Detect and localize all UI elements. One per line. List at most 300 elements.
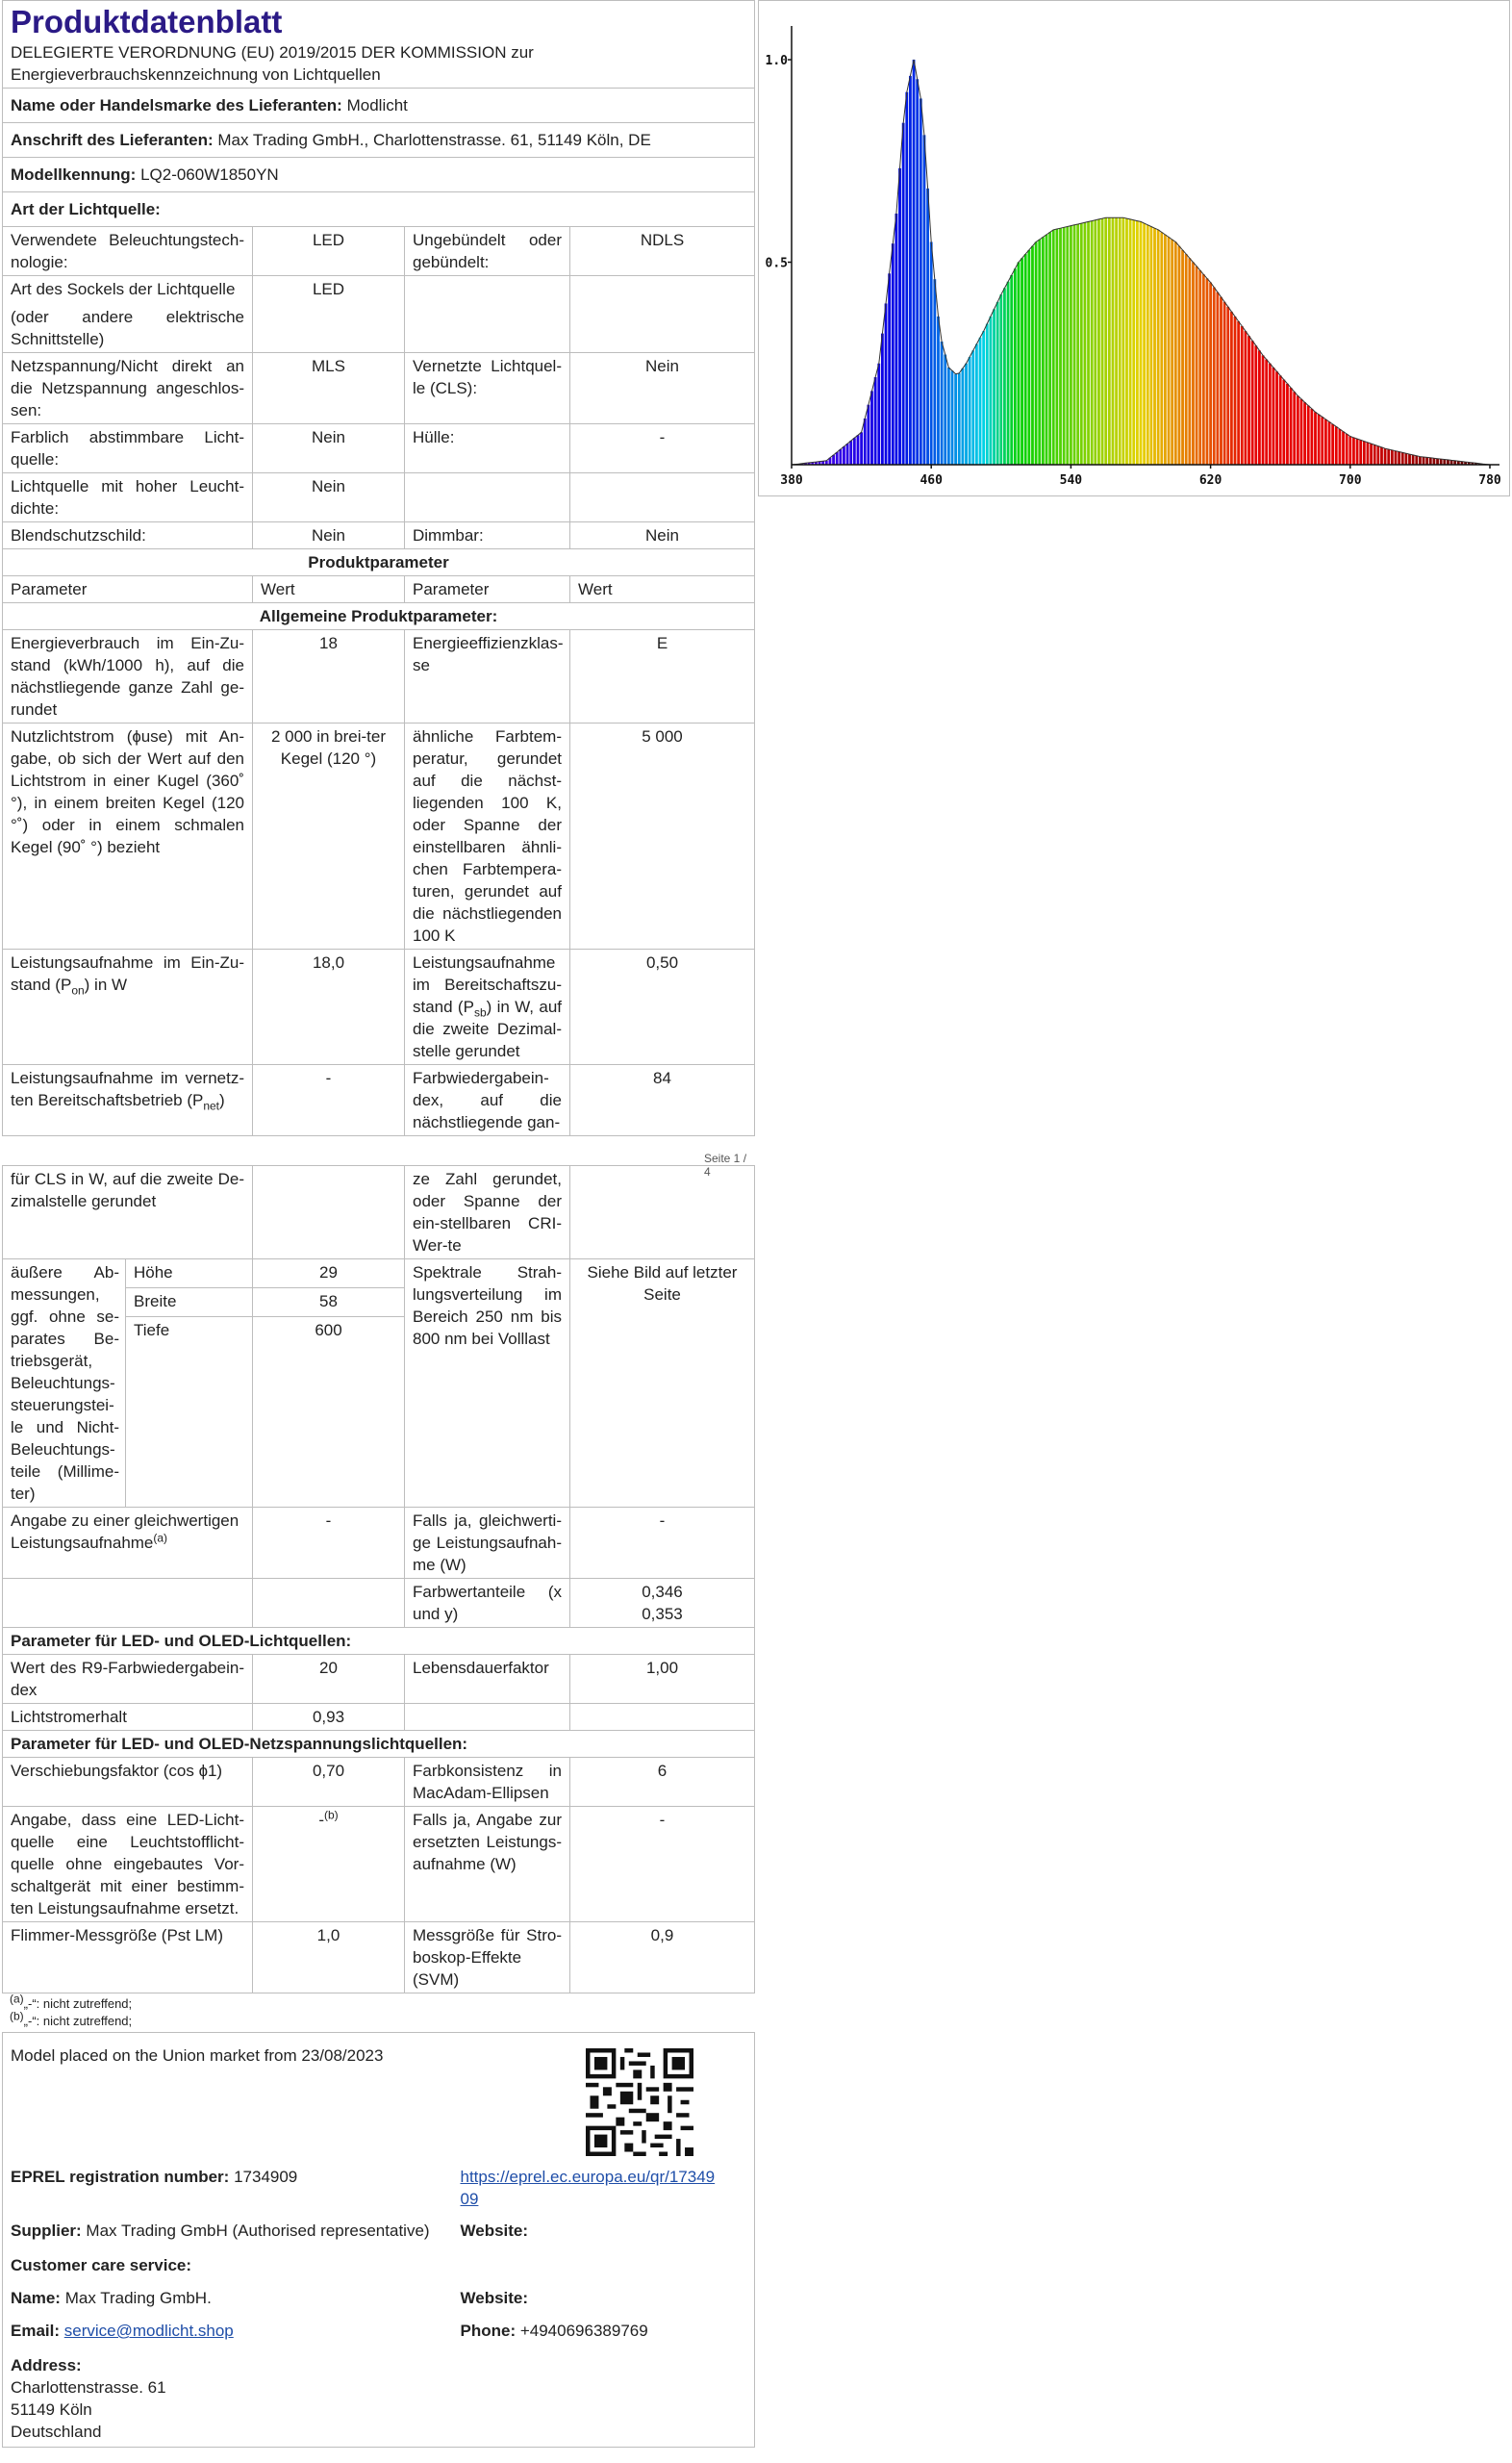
tech-label: Verwendete Beleuchtungstech-nologie: (3, 227, 253, 276)
equiv-label: Angabe zu einer gleichwertigen Leistungsaufnahme$^{(a)}$ (3, 1508, 253, 1579)
pnet-label-cont: für CLS in W, auf die zweite De-zimalstelle gerundet (3, 1166, 253, 1259)
spectrum-bar (1198, 270, 1201, 465)
x-tick-label: 780 (1478, 473, 1501, 488)
spectrum-bar (898, 168, 901, 465)
spectrum-bar (920, 98, 922, 465)
spectrum-bar (1076, 224, 1079, 465)
spectrum-bar (1010, 275, 1013, 465)
spectrum-bar (947, 368, 950, 465)
spectrum-bar (1087, 221, 1090, 465)
spectrum-bar (864, 419, 867, 465)
spectrum-bar (1213, 288, 1216, 465)
spectrum-bar (857, 435, 860, 465)
spectrum-bar (916, 79, 919, 465)
maint-value: 0,93 (253, 1704, 405, 1731)
spectrum-bar (933, 279, 936, 465)
maint-label: Lichtstromerhalt (3, 1704, 253, 1731)
supplier-value: Max Trading GmbH (Authorised representative) (86, 2222, 430, 2240)
chroma-y: 0,353 (642, 1605, 683, 1623)
col-param-1: Parameter (3, 576, 253, 603)
replace-label: Angabe, dass eine LED-Licht-quelle eine Leuchtstofflicht-quelle ohne eingebautes Vor-schaltgerät mit einer bestimm-ten Leistungsaufnahme ersetzt. (3, 1807, 253, 1922)
customer-care-label: Customer care service: (11, 2256, 192, 2274)
socket-label-extra: (oder andere elektrische Schnittstelle) (11, 308, 244, 348)
spectrum-bar (1429, 458, 1432, 465)
spectrum-bar (1202, 274, 1205, 465)
spectrum-bar (1196, 267, 1198, 465)
y-tick-label: 0.5 (765, 256, 788, 271)
datasheet-table-bottom (2, 1165, 755, 1993)
spectrum-chart (758, 0, 1510, 496)
flicker-label: Flimmer-Messgröße (Pst LM) (3, 1922, 253, 1993)
spectrum-bar (1395, 451, 1398, 465)
address-line-1: Charlottenstrasse. 61 (11, 2378, 166, 2397)
spectrum-bar (961, 368, 964, 465)
displacement-value: 0,70 (253, 1758, 405, 1807)
eprel-footer (2, 2032, 755, 2448)
x-tick-label: 700 (1339, 473, 1362, 488)
spectrum-bar (1035, 241, 1038, 465)
spectrum-bar (888, 273, 891, 465)
spectrum-bar (1171, 240, 1173, 465)
spectrum-bar (1014, 268, 1017, 465)
spectrum-bar (1356, 439, 1359, 465)
spectrum-bar (909, 76, 912, 465)
spectrum-bar (941, 342, 944, 465)
address-label: Address: (11, 2356, 82, 2374)
spectrum-bar (1042, 237, 1045, 465)
spectrum-bar (1443, 460, 1446, 465)
height-value: 29 (253, 1259, 405, 1288)
spectrum-bar (1178, 246, 1181, 465)
spectrum-bar (1226, 307, 1229, 465)
spectrum-bar (1181, 250, 1184, 465)
spectrum-bar (1157, 230, 1160, 465)
spectrum-bar (1352, 438, 1355, 465)
spectrum-bar (1380, 447, 1383, 465)
spectrum-bar (1251, 341, 1254, 465)
spectrum-bar (1070, 226, 1072, 465)
email-label: Email: (11, 2322, 61, 2340)
equiv-if-value: - (570, 1508, 755, 1579)
glare-label: Blendschutzschild: (3, 522, 253, 549)
spectrum-bar (986, 324, 989, 465)
contact-name-value: Max Trading GmbH. (64, 2289, 212, 2307)
spectrum-bar (1046, 235, 1048, 465)
spectrum-bar (1237, 321, 1240, 465)
spectrum-bar (1339, 429, 1342, 465)
pon-label: Leistungsaufnahme im Ein-Zu-stand $(P_{on})$ in W (3, 950, 253, 1065)
spectrum-bar (832, 455, 835, 465)
energy-value: 18 (253, 630, 405, 724)
spectrum-bar (923, 135, 926, 465)
glare-value: Nein (253, 522, 405, 549)
cri-label-cont: ze Zahl gerundet, oder Spanne der ein-stellbaren CRI-Wer-te (405, 1166, 570, 1259)
spectrum-bar (1404, 453, 1407, 465)
spectrum-bar (1290, 388, 1293, 465)
spectrum-bar (1436, 459, 1439, 465)
spectrum-bar (1153, 228, 1156, 465)
mains-params-title: Parameter für LED- und OLED-Netzspannungslichtquellen: (3, 1731, 755, 1758)
cri-label: Farbwiedergabein-dex, auf die nächstliegende gan- (405, 1065, 570, 1136)
spectrum-bar (1140, 221, 1143, 465)
spectrum-bar (1286, 384, 1289, 465)
spectrum-bar (1297, 395, 1299, 465)
spectrum-bar (1241, 326, 1244, 465)
displacement-label: Verschiebungsfaktor (cos ɸ1) (3, 1758, 253, 1807)
spectrum-bar (1376, 446, 1379, 465)
spectrum-bar (1192, 263, 1195, 465)
spectrum-bar (1348, 437, 1351, 465)
spectrum-bar (892, 243, 895, 465)
datasheet-table-top (2, 0, 755, 1136)
supplier-label: Supplier: (11, 2222, 82, 2240)
spectrum-bar (1101, 218, 1104, 465)
spectrum-bar (1097, 219, 1100, 465)
spectrum-bar (982, 331, 985, 465)
flux-value: 2 000 in brei-ter Kegel (120 °) (253, 724, 405, 950)
spectrum-bar (1300, 399, 1303, 465)
spectrum-bar (1160, 232, 1163, 465)
col-value-1: Wert (253, 576, 405, 603)
spectrum-bar (1136, 221, 1139, 465)
cls-label: Vernetzte Lichtquel-le (CLS): (405, 353, 570, 424)
pon-value: 18,0 (253, 950, 405, 1065)
spectrum-bar (1048, 232, 1051, 465)
spectrum-bar (1018, 263, 1021, 465)
cls-value: Nein (570, 353, 755, 424)
spectrum-bar (1027, 250, 1030, 465)
spectrum-bar (1408, 454, 1411, 465)
spectrum-bar (1370, 444, 1373, 465)
spectrum-bar (1112, 217, 1115, 465)
spectrum-bar (839, 449, 842, 465)
mains-value: MLS (253, 353, 405, 424)
supplier-address-label: Anschrift des Lieferanten: (11, 131, 214, 149)
general-params-title: Allgemeine Produktparameter: (3, 603, 755, 630)
depth-label: Tiefe (126, 1316, 253, 1507)
spectrum-bar (1031, 246, 1034, 465)
y-tick-label: 1.0 (765, 54, 788, 69)
spectrum-bar (1115, 217, 1118, 465)
spectrum-bar (1143, 223, 1146, 465)
spectrum-bar (1055, 229, 1058, 465)
footnote-a: $^{(a)}$„-“: nicht zutreffend; (10, 1992, 133, 2011)
spectrum-bar (944, 355, 946, 465)
spectrum-bar (1401, 452, 1404, 465)
spd-label: Spektrale Strah-lungsverteilung im Bereich 250 nm bis 800 nm bei Volllast (405, 1259, 570, 1508)
contact-name-label: Name: (11, 2289, 61, 2307)
spectrum-bar (849, 441, 852, 465)
highlum-value: Nein (253, 473, 405, 522)
phone-label: Phone: (460, 2322, 517, 2340)
tunable-value: Nein (253, 424, 405, 473)
spectrum-bar (954, 374, 957, 465)
spectrum-bar (1119, 217, 1121, 465)
spectrum-bar (1307, 406, 1310, 465)
address-line-2: 51149 Köln (11, 2400, 92, 2419)
casing-value: - (570, 424, 755, 473)
spectrum-bar (1094, 220, 1096, 465)
supplier-name-value: Modlicht (346, 96, 408, 114)
spd-value: Siehe Bild auf letzter Seite (570, 1259, 755, 1508)
flicker-value: 1,0 (253, 1922, 405, 1993)
spectrum-bar (1147, 225, 1149, 465)
chroma-x: 0,346 (642, 1583, 683, 1601)
spectrum-bar (1066, 226, 1069, 465)
spectrum-bar (993, 309, 995, 465)
spectrum-bar (1121, 217, 1124, 465)
spectrum-bar (1247, 336, 1250, 465)
x-tick-label: 620 (1198, 473, 1222, 488)
spectrum-bar (1185, 254, 1188, 465)
spectrum-bar (1223, 302, 1226, 465)
eclass-value: E (570, 630, 755, 724)
spectrum-bar (1024, 254, 1027, 465)
spectrum-bar (1149, 226, 1152, 465)
market-text: Model placed on the Union market from 23/08/2023 (11, 2046, 384, 2065)
x-tick-label: 380 (780, 473, 803, 488)
model-value: LQ2-060W1850YN (140, 165, 279, 184)
model-label: Modellkennung: (11, 165, 137, 184)
replace-if-value: - (570, 1807, 755, 1922)
equiv-value: - (253, 1508, 405, 1579)
spectrum-bar (930, 241, 933, 465)
spectrum-bar (1415, 456, 1418, 465)
spectrum-bar (1245, 331, 1247, 465)
height-label: Höhe (126, 1259, 253, 1288)
spectrum-bar (1007, 282, 1010, 465)
spectrum-bar (1168, 237, 1171, 465)
spectrum-bar (1367, 443, 1370, 465)
page-number: Seite 1 / 4 (704, 1152, 747, 1179)
spectrum-bar (1206, 278, 1209, 465)
spectrum-bar (1254, 345, 1257, 465)
spectrum-bar (975, 344, 978, 465)
spectrum-bar (877, 364, 880, 465)
bundled-value: NDLS (570, 227, 755, 276)
spectrum-bar (1373, 444, 1376, 465)
r9-value: 20 (253, 1655, 405, 1704)
spectrum-bar (1314, 412, 1317, 465)
macadam-label: Farbkonsistenz in MacAdam-Ellipsen (405, 1758, 570, 1807)
spectrum-bar (926, 189, 929, 465)
spectrum-bar (1188, 258, 1191, 465)
spectrum-bar (1073, 225, 1076, 465)
socket-value: LED (253, 276, 405, 353)
spectrum-bar (1063, 227, 1066, 465)
eprel-value: 1734909 (234, 2168, 298, 2186)
cct-label: ähnliche Farbtem-peratur, gerundet auf die nächst-liegenden 100 K, oder Spanne der einstellbaren ähnli-chen Farbtempera-turen, gerundet auf die nächstliegenden 100 K (405, 724, 570, 950)
qr-code-icon[interactable] (586, 2048, 693, 2156)
spectrum-bar (843, 446, 845, 465)
life-label: Lebensdauerfaktor (405, 1655, 570, 1704)
chroma-label: Farbwertanteile (x und y) (405, 1579, 570, 1628)
depth-value: 600 (253, 1316, 405, 1507)
dimmable-value: Nein (570, 522, 755, 549)
spectrum-bar (1038, 240, 1041, 465)
x-tick-label: 460 (920, 473, 943, 488)
spectrum-bar (1262, 355, 1265, 465)
spectrum-bar (1174, 241, 1177, 465)
psb-value: 0,50 (570, 950, 755, 1065)
macadam-value: 6 (570, 1758, 755, 1807)
spectrum-bar (1433, 458, 1436, 465)
spectrum-bar (860, 432, 863, 465)
flux-label: Nutzlichtstrom (ɸuse) mit An-gabe, ob sich der Wert auf den Lichtstrom in einer Kugel (360˚ °), in einem breiten Kegel (120 °˚) oder in einem schmalen Kegel (90˚ °) bezieht (3, 724, 253, 950)
spectrum-bar (1293, 392, 1296, 465)
spectrum-bar (1230, 312, 1233, 465)
spectrum-bar (905, 92, 908, 465)
r9-label: Wert des R9-Farbwiedergabein-dex (3, 1655, 253, 1704)
product-params-title: Produktparameter (3, 549, 755, 576)
spectrum-bar (1391, 450, 1394, 465)
spectrum-bar (853, 438, 856, 465)
cct-value: 5 000 (570, 724, 755, 950)
width-value: 58 (253, 1287, 405, 1316)
spectrum-bar (1328, 421, 1331, 465)
spectrum-bar (1359, 440, 1362, 465)
spectrum-bar (836, 452, 839, 465)
spectrum-bar (999, 294, 1002, 465)
spectrum-bar (990, 317, 993, 465)
svm-label: Messgröße für Stro-boskop-Effekte (SVM) (405, 1922, 570, 1993)
spectrum-bar (996, 302, 999, 465)
spectrum-bar (1125, 218, 1128, 465)
bundled-label: Ungebündelt oder gebündelt: (405, 227, 570, 276)
spectrum-bar (874, 377, 877, 465)
cri-value: 84 (570, 1065, 755, 1136)
dimensions-label: äußere Ab-messungen, ggf. ohne se-parates Be-triebsgerät, Beleuchtungs-steuerungstei-le und Nicht-Beleuchtungs-teile (Millime-ter) (3, 1259, 126, 1508)
spectrum-bar (1080, 223, 1083, 465)
spectrum-bar (1234, 317, 1237, 465)
replace-value: -$^{(b)}$ (253, 1807, 405, 1922)
spectrum-bar (1447, 460, 1449, 465)
eclass-label: Energieeffizienzklas-se (405, 630, 570, 724)
spectrum-bar (1342, 431, 1345, 465)
spectrum-bar (1269, 364, 1272, 465)
spectrum-bar (1318, 415, 1321, 465)
spectrum-bar (969, 357, 971, 465)
highlum-label: Lichtquelle mit hoher Leucht-dichte: (3, 473, 253, 522)
spectrum-bar (1108, 217, 1111, 465)
spectrum-bar (1265, 360, 1268, 465)
spectrum-bar (1282, 380, 1285, 465)
spectrum-svg (759, 1, 1509, 495)
spectrum-bar (1419, 457, 1422, 465)
spectrum-bar (1104, 217, 1107, 465)
spectrum-bar (1273, 368, 1275, 465)
footnotes (2, 1993, 754, 2032)
svm-value: 0,9 (570, 1922, 755, 1993)
regulation-text: DELEGIERTE VERORDNUNG (EU) 2019/2015 DER KOMMISSION zur Energieverbrauchskennzeichnung von Lichtquellen (11, 43, 534, 84)
col-value-2: Wert (570, 576, 755, 603)
spectrum-bar (1440, 459, 1443, 465)
spectrum-bar (895, 214, 898, 465)
spectrum-bar (1387, 449, 1390, 465)
spectrum-bar (1303, 402, 1306, 465)
spectrum-bar (1425, 457, 1428, 465)
product-datasheet (2, 0, 754, 2448)
email-link[interactable]: service@modlicht.shop (63, 2322, 234, 2340)
led-params-title: Parameter für LED- und OLED-Lichtquellen: (3, 1628, 755, 1655)
pnet-value: - (253, 1065, 405, 1136)
spectrum-bar (958, 373, 961, 465)
psb-label: Leistungsaufnahme im Bereitschaftszu-stand $(P_{sb})$ in W, auf die zweite Dezimal-stelle gerundet (405, 950, 570, 1065)
spectrum-bar (1164, 235, 1167, 465)
spectrum-bar (1003, 288, 1006, 465)
spectrum-bar (881, 334, 884, 465)
spectrum-bar (1209, 283, 1212, 465)
phone-value: +4940696389769 (519, 2322, 648, 2340)
col-param-2: Parameter (405, 576, 570, 603)
spectrum-bar (1129, 219, 1132, 465)
spectrum-bar (1324, 419, 1327, 465)
spectrum-bar (867, 405, 869, 465)
supplier-address-value: Max Trading GmbH., Charlottenstrasse. 61, 51149 Köln, DE (217, 131, 651, 149)
spectrum-bar (1132, 220, 1135, 465)
website2-label: Website: (460, 2289, 529, 2307)
spectrum-bar (1059, 228, 1062, 465)
spectrum-bar (965, 364, 968, 465)
spectrum-bar (870, 391, 873, 465)
tunable-label: Farblich abstimmbare Licht-quelle: (3, 424, 253, 473)
casing-label: Hülle: (405, 424, 570, 473)
supplier-name-label: Name oder Handelsmarke des Lieferanten: (11, 96, 342, 114)
spectrum-bar (1279, 375, 1282, 465)
spectrum-bar (1346, 434, 1348, 465)
spectrum-bar (1275, 371, 1278, 465)
energy-label: Energieverbrauch im Ein-Zu-stand (kWh/1000 h), auf die nächstliegende ganze Zahl ge-rundet (3, 630, 253, 724)
spectrum-bar (846, 444, 849, 465)
spectrum-bar (1310, 409, 1313, 465)
dimmable-label: Dimmbar: (405, 522, 570, 549)
spectrum-bar (1021, 258, 1023, 465)
eprel-link[interactable]: https://eprel.ec.europa.eu/qr/1734909 (460, 2168, 716, 2208)
spectrum-bar (1384, 448, 1387, 465)
lightsource-type-label: Art der Lichtquelle: (3, 192, 755, 227)
spectrum-bar (1258, 350, 1261, 465)
life-value: 1,00 (570, 1655, 755, 1704)
website-label: Website: (460, 2222, 529, 2240)
page-title: Produktdatenblatt (11, 4, 283, 39)
spectrum-bar (1084, 222, 1087, 465)
x-tick-label: 540 (1059, 473, 1083, 488)
spectrum-bar (979, 338, 982, 465)
replace-if-label: Falls ja, Angabe zur ersetzten Leistungs-aufnahme (W) (405, 1807, 570, 1922)
spectrum-bar (1331, 424, 1334, 465)
footnote-b: $^{(b)}$„-“: nicht zutreffend; (10, 2009, 133, 2028)
spectrum-bar (971, 350, 974, 465)
mains-label: Netzspannung/Nicht direkt an die Netzspannung angeschlos-sen: (3, 353, 253, 424)
equiv-if-label: Falls ja, gleichwerti-ge Leistungsaufnah-me (W) (405, 1508, 570, 1579)
spectrum-bar (913, 60, 916, 465)
address-line-3: Deutschland (11, 2423, 102, 2441)
spectrum-bar (937, 317, 940, 465)
eprel-label: EPREL registration number: (11, 2168, 230, 2186)
spectrum-bar (1220, 297, 1222, 465)
width-label: Breite (126, 1287, 253, 1316)
spectrum-bar (1398, 452, 1400, 465)
spectrum-bar (1052, 230, 1055, 465)
pnet-label: Leistungsaufnahme im vernetz-ten Bereitschaftsbetrieb $(P_{net})$ (3, 1065, 253, 1136)
tech-value: LED (253, 227, 405, 276)
spectrum-bar (1216, 292, 1219, 465)
spectrum-bar (1335, 426, 1338, 465)
spectrum-bar (1423, 457, 1425, 465)
spectrum-bar (1363, 442, 1366, 465)
spectrum-bar (951, 370, 954, 465)
spectrum-bar (1091, 221, 1094, 465)
